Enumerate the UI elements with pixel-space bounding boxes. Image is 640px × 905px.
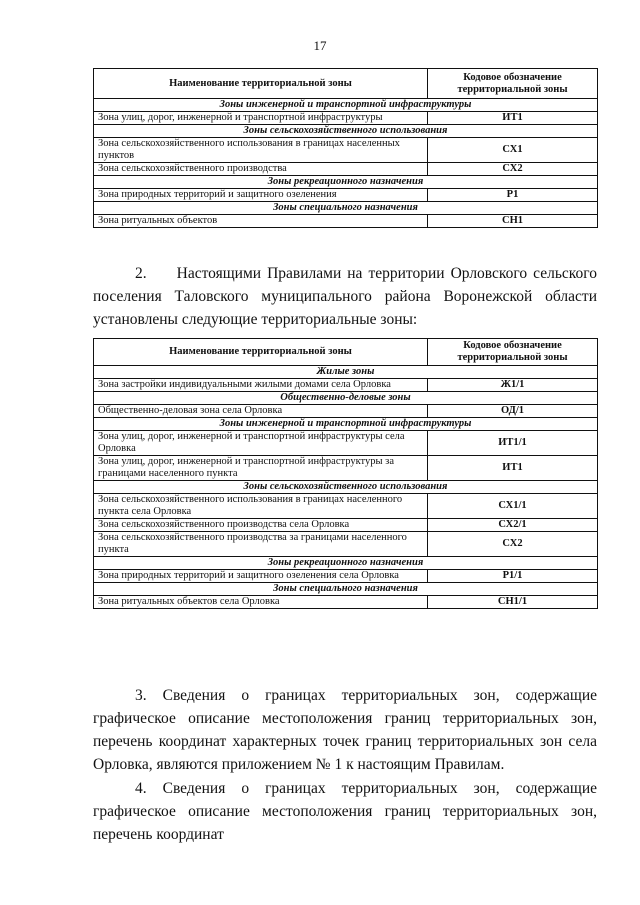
table-group-row [94, 99, 598, 112]
table-group-row [94, 176, 598, 189]
table-row [94, 215, 598, 228]
zone-code: Р1 [428, 189, 598, 202]
table-row [94, 405, 598, 418]
zone-name: Зона ритуальных объектов села Орловка [94, 596, 428, 609]
table-group-row [94, 125, 598, 138]
zones-table-1 [93, 68, 598, 228]
zone-name: Общественно-деловая зона села Орловка [94, 405, 428, 418]
table-header-name: Наименование территориальной зоны [94, 69, 428, 99]
zone-name: Зона природных территорий и защитного озеленения [94, 189, 428, 202]
page-number: 17 [313, 38, 327, 53]
zone-name: Зона сельскохозяйственного использования в границах населенного пункта села Орловка [94, 494, 428, 519]
zone-code: ИТ1 [428, 112, 598, 125]
zone-name: Зона улиц, дорог, инженерной и транспортной инфраструктуры за границами населенного пункта [94, 456, 428, 481]
table-group-row [94, 583, 598, 596]
table-row [94, 532, 598, 557]
table-header-code: Кодовое обозначение территориальной зоны [428, 69, 598, 99]
zone-code: СХ2 [428, 163, 598, 176]
table-row [94, 519, 598, 532]
zone-group-heading: Зоны рекреационного назначения [94, 176, 598, 189]
zone-group-heading: Жилые зоны [94, 366, 598, 379]
zone-code: ОД/1 [428, 405, 598, 418]
zone-group-heading: Зоны специального назначения [94, 583, 598, 596]
zone-code: СН1 [428, 215, 598, 228]
paragraph-2 [93, 262, 597, 331]
zone-name: Зона улиц, дорог, инженерной и транспортной инфраструктуры села Орловка [94, 431, 428, 456]
zone-name: Зона ритуальных объектов [94, 215, 428, 228]
table-header-code: Кодовое обозначение территориальной зоны [428, 339, 598, 366]
table-row [94, 138, 598, 163]
zone-group-heading: Зоны сельскохозяйственного использования [94, 481, 598, 494]
paragraph-text: Настоящими Правилами на территории Орловского сельского поселения Таловского муниципального района Воронежской области установлены следующие территориальные зоны: [93, 265, 597, 328]
zone-code: СН1/1 [428, 596, 598, 609]
zone-group-heading: Зоны рекреационного назначения [94, 557, 598, 570]
zone-code: Ж1/1 [428, 379, 598, 392]
zone-group-heading: Зоны инженерной и транспортной инфраструктуры [94, 99, 598, 112]
zone-code: ИТ1 [428, 456, 598, 481]
zone-name: Зона природных территорий и защитного озеленения села Орловка [94, 570, 428, 583]
zone-name: Зона улиц, дорог, инженерной и транспортной инфраструктуры [94, 112, 428, 125]
table-group-row [94, 366, 598, 379]
table-row [94, 431, 598, 456]
zone-code: СХ1/1 [428, 494, 598, 519]
table-group-row [94, 392, 598, 405]
paragraph-number: 2. [135, 265, 147, 282]
zone-name: Зона сельскохозяйственного производства за границами населенного пункта [94, 532, 428, 557]
table-group-row [94, 481, 598, 494]
paragraph-3: 3. Сведения о границах территориальных зон, содержащие графическое описание местоположения границ территориальных зон, перечень координат характерных точек границ территориальных зон села Орловка, являются приложением № 1 к настоящим Правилам. [93, 687, 597, 773]
table-row [94, 570, 598, 583]
table-row [94, 163, 598, 176]
table-row [94, 189, 598, 202]
zone-group-heading: Зоны специального назначения [94, 202, 598, 215]
table-row [94, 379, 598, 392]
table-row [94, 494, 598, 519]
zone-group-heading: Зоны инженерной и транспортной инфраструктуры [94, 418, 598, 431]
table-row [94, 112, 598, 125]
table-header-name: Наименование территориальной зоны [94, 339, 428, 366]
table-group-row [94, 202, 598, 215]
paragraph-4: 4. Сведения о границах территориальных зон, содержащие графическое описание местоположения границ территориальных зон, перечень координат [93, 780, 597, 843]
zone-name: Зона застройки индивидуальными жилыми домами села Орловка [94, 379, 428, 392]
zone-code: ИТ1/1 [428, 431, 598, 456]
zone-code: СХ2/1 [428, 519, 598, 532]
zone-name: Зона сельскохозяйственного использования в границах населенных пунктов [94, 138, 428, 163]
zones-table-2 [93, 338, 598, 609]
table-group-row [94, 418, 598, 431]
table-group-row [94, 557, 598, 570]
table-row [94, 596, 598, 609]
zone-code: СХ1 [428, 138, 598, 163]
zone-name: Зона сельскохозяйственного производства села Орловка [94, 519, 428, 532]
zone-group-heading: Общественно-деловые зоны [94, 392, 598, 405]
zone-group-heading: Зоны сельскохозяйственного использования [94, 125, 598, 138]
zone-code: Р1/1 [428, 570, 598, 583]
table-row [94, 456, 598, 481]
zone-code: СХ2 [428, 532, 598, 557]
zone-name: Зона сельскохозяйственного производства [94, 163, 428, 176]
